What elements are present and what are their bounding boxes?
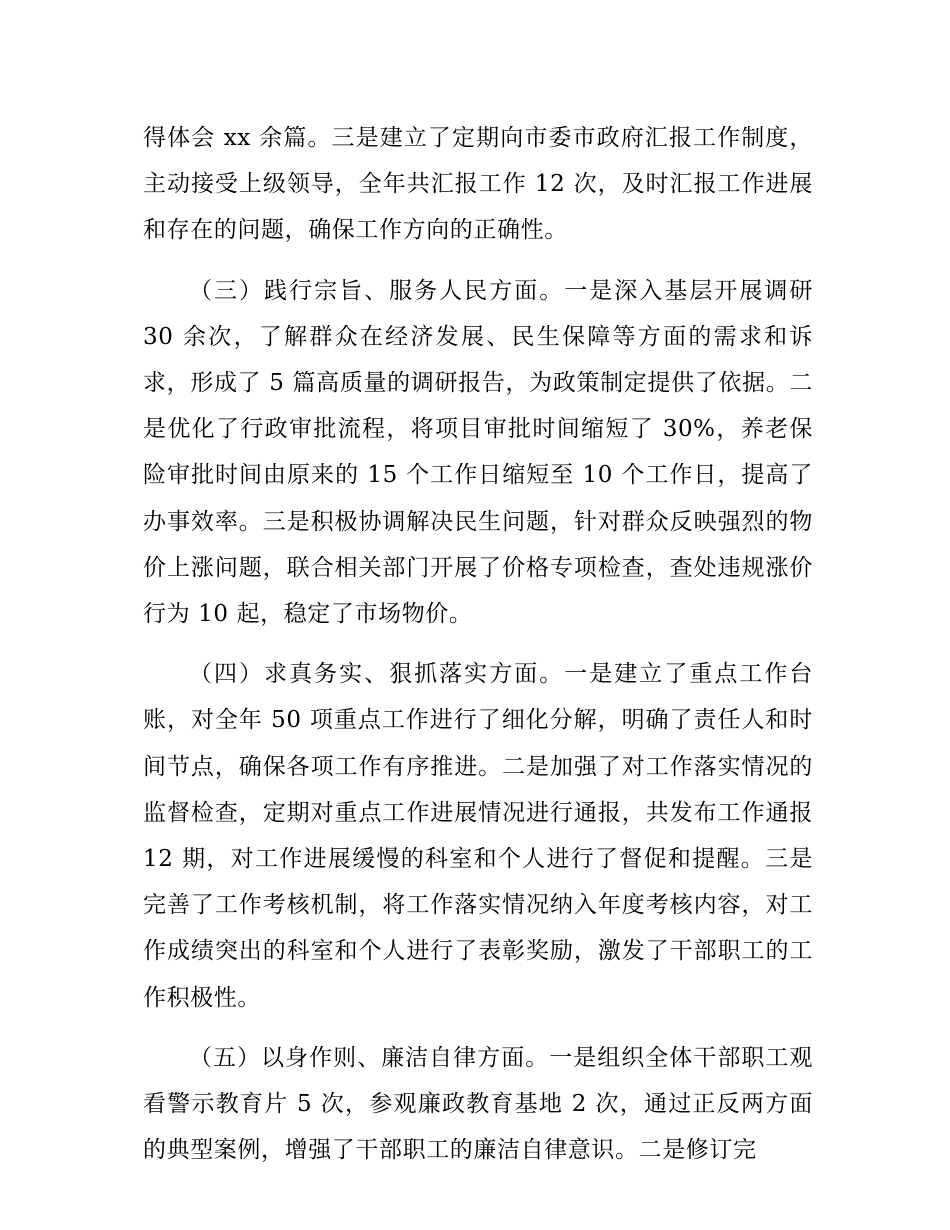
paragraph-section-5: （五）以身作则、廉洁自律方面。一是组织全体干部职工观看警示教育片 5 次，参观廉政教育基地 2 次，通过正反两方面的典型案例，增强了干部职工的廉洁自律意识。二是修订完 [143, 1044, 813, 1164]
paragraph-continuation: 得体会 xx 余篇。三是建立了定期向市委市政府汇报工作制度，主动接受上级领导，全年共汇报工作 12 次，及时汇报工作进展和存在的问题，确保工作方向的正确性。 [143, 125, 813, 244]
document-body [143, 115, 813, 1187]
paragraph-section-3: （三）践行宗旨、服务人民方面。一是深入基层开展调研 30 余次，了解群众在经济发展、民生保障等方面的需求和诉求，形成了 5 篇高质量的调研报告，为政策制定提供了依据。二是优化了行政审批流程，将项目审批时间缩短了 30%，养老保险审批时间由原来的 15 个工作日缩短至 10 个工作日，提高了办事效率。三是积极协调解决民生问题，针对群众反映强烈的物价上涨问题，联合相关部门开展了价格专项检查，查处违规涨价行为 10 起，稳定了市场物价。 [143, 277, 813, 628]
paragraph-section-4: （四）求真务实、狠抓落实方面。一是建立了重点工作台账，对全年 50 项重点工作进行了细化分解，明确了责任人和时间节点，确保各项工作有序推进。二是加强了对工作落实情况的监督检查，定期对重点工作进展情况进行通报，共发布工作通报 12 期，对工作进展缓慢的科室和个人进行了督促和提醒。三是完善了工作考核机制，将工作落实情况纳入年度考核内容，对工作成绩突出的科室和个人进行了表彰奖励，激发了干部职工的工作积极性。 [143, 661, 813, 1011]
